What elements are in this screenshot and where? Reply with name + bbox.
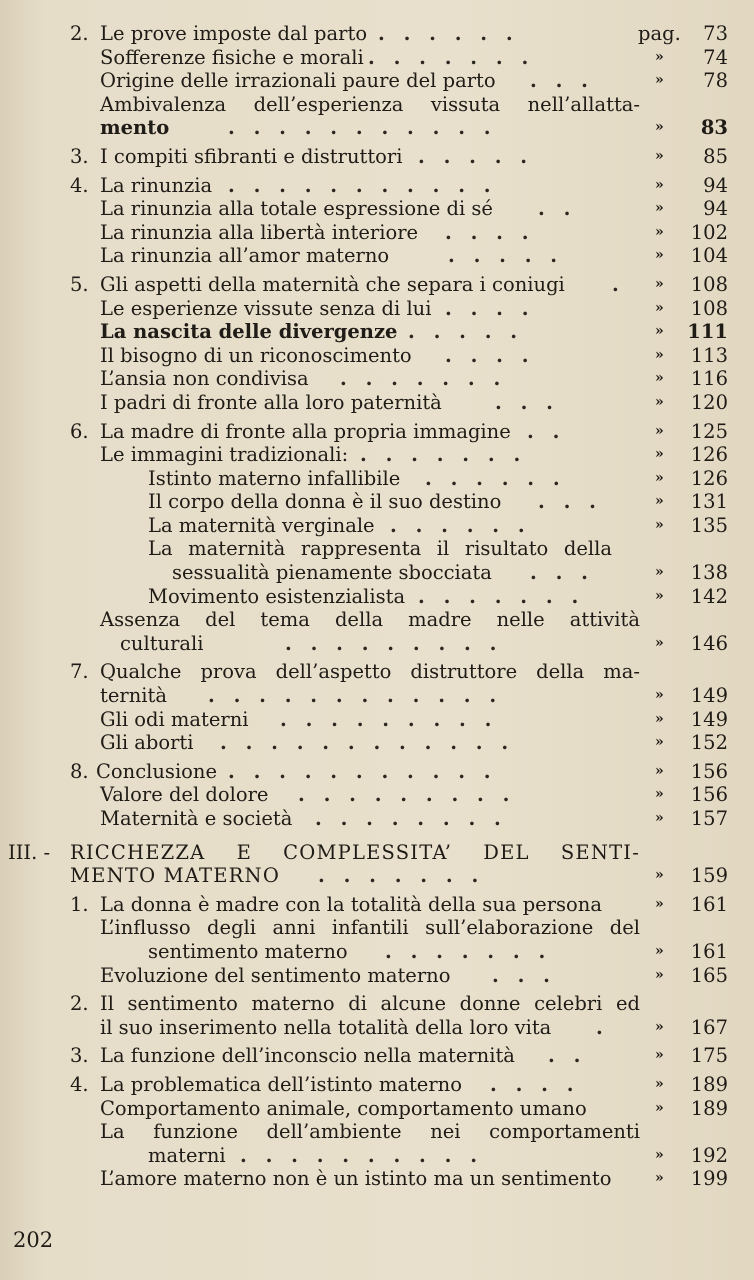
ditto-mark: » [655, 119, 664, 136]
entry-title: Gli aborti [100, 731, 194, 755]
page-ref: 125 [690, 419, 728, 443]
ditto-mark: » [655, 734, 664, 751]
toc-entry [0, 964, 754, 988]
toc-entry [0, 561, 754, 585]
toc-entry [0, 608, 754, 632]
ditto-mark: » [655, 275, 664, 292]
entry-title: La nascita delle divergenze [100, 320, 398, 344]
toc-entry [0, 1144, 754, 1168]
entry-title: Movimento esistenzialista [148, 584, 406, 608]
ditto-mark: » [655, 786, 664, 803]
toc-entry [0, 893, 754, 917]
leader-dots: . . . [530, 561, 588, 585]
entry-title: Il corpo della donna è il suo destino [148, 490, 502, 514]
ditto-mark: » [655, 446, 664, 463]
leader-dots: . . . . . [448, 244, 558, 268]
leader-dots: . . . . . . . . . . . [228, 759, 491, 783]
leader-dots: . . . . . . . [418, 584, 579, 608]
entry-title: L’amore materno non è un istinto ma un sentimento [100, 1167, 612, 1191]
page-ref: 165 [690, 963, 728, 987]
leader-dots: . . . . . . . . . . . [228, 116, 491, 140]
entry-title: Il bisogno di un riconoscimento [100, 343, 412, 367]
page-ref: 135 [690, 513, 728, 537]
ditto-mark: » [655, 299, 664, 316]
toc-entry [0, 514, 754, 538]
toc-entry [0, 490, 754, 514]
page-ref: 104 [690, 244, 728, 268]
ditto-mark: » [655, 147, 664, 164]
toc-entry [0, 916, 754, 940]
leader-dots: . . . . . . [425, 466, 560, 490]
ditto-mark: » [655, 1170, 664, 1187]
entry-title: sessualità pienamente sbocciata [172, 561, 492, 585]
page-ref: 126 [690, 466, 728, 490]
entry-title: sentimento materno [148, 939, 348, 963]
toc-entry [0, 731, 754, 755]
page-ref: 142 [690, 584, 728, 608]
page-ref: 120 [690, 390, 728, 414]
ditto-mark: » [655, 1018, 664, 1035]
toc-entry [0, 660, 754, 684]
page-ref: 108 [690, 296, 728, 320]
toc-entry [0, 244, 754, 268]
entry-title: Istinto materno infallibile [148, 466, 401, 490]
toc-entry [0, 1167, 754, 1191]
page-ref: 78 [703, 69, 728, 93]
leader-dots: . . . . . . . . . . . [228, 173, 491, 197]
entry-number: 1. [70, 892, 89, 916]
page-ref: 108 [690, 272, 728, 296]
toc-entry [0, 1044, 754, 1068]
toc-entry [0, 221, 754, 245]
leader-dots: . . . . . [418, 144, 528, 168]
entry-title: il suo inserimento nella totalità della loro vita [100, 1015, 552, 1039]
leader-dots: . . . . [445, 296, 529, 320]
page-ref: 85 [703, 144, 728, 168]
leader-dots: . . . . . . . [318, 864, 479, 888]
page-number: 202 [13, 1228, 54, 1252]
page-ref: 149 [690, 707, 728, 731]
entry-title: Comportamento animale, comportamento umano [100, 1096, 587, 1120]
leader-dots: . . . [492, 963, 550, 987]
entry-title: La funzione dell’inconscio nella maternità [100, 1044, 515, 1068]
toc-entry [0, 174, 754, 198]
leader-dots: . . . . . . . [368, 45, 529, 69]
page-ref: 138 [690, 561, 728, 585]
page-ref: 152 [690, 731, 728, 755]
ditto-mark: » [655, 966, 664, 983]
entry-title: La problematica dell’istinto materno [100, 1072, 462, 1096]
entry-title: La rinunzia alla totale espressione di sé [100, 197, 493, 221]
leader-dots: . . . . [445, 220, 529, 244]
page-ref: 192 [690, 1143, 728, 1167]
ditto-mark: » [655, 72, 664, 89]
page-ref: 167 [690, 1015, 728, 1039]
entry-title: Il sentimento materno di alcune donne celebri ed [100, 992, 640, 1016]
ditto-mark: » [655, 469, 664, 486]
toc-entry [0, 1073, 754, 1097]
entry-title: La rinunzia all’amor materno [100, 244, 390, 268]
toc-entry [0, 632, 754, 656]
toc-entry [0, 443, 754, 467]
toc-entry [0, 783, 754, 807]
ditto-mark: » [655, 370, 664, 387]
toc-entry [0, 1016, 754, 1040]
ditto-mark: » [655, 422, 664, 439]
entry-title: La funzione dell’ambiente nei comportamenti [100, 1120, 640, 1144]
leader-dots: . . . [530, 69, 588, 93]
toc-entry [0, 467, 754, 491]
page-ref: 74 [703, 45, 728, 69]
ditto-mark: » [655, 710, 664, 727]
toc-entry [0, 1097, 754, 1121]
ditto-mark: » [655, 810, 664, 826]
toc-entry [0, 940, 754, 964]
toc-entry [0, 297, 754, 321]
entry-title: Maternità e società [100, 807, 293, 830]
ditto-mark: » [655, 1146, 664, 1163]
toc-entry [0, 69, 754, 93]
toc-entry [0, 46, 754, 70]
ditto-mark: » [655, 346, 664, 363]
leader-dots: . . . . . . [378, 22, 513, 45]
entry-title: La maternità verginale [148, 513, 375, 537]
entry-number: 8. [70, 759, 89, 783]
page-ref: 161 [690, 892, 728, 916]
leader-dots: . . . . . [408, 320, 518, 344]
entry-title: Sofferenze fisiche e morali [100, 45, 364, 69]
page-ref: 149 [690, 684, 728, 708]
toc-entry [0, 197, 754, 221]
entry-title: MENTO MATERNO [70, 864, 281, 888]
page-ref: 189 [690, 1096, 728, 1120]
page-ref: 131 [690, 490, 728, 514]
ditto-mark: » [655, 1075, 664, 1092]
ditto-mark: » [655, 223, 664, 240]
entry-number: 3. [70, 144, 89, 168]
ditto-mark: » [655, 895, 664, 912]
page-ref: 157 [690, 807, 728, 830]
ditto-mark: » [655, 200, 664, 217]
ditto-mark: » [655, 634, 664, 651]
leader-dots: . . [538, 197, 571, 221]
entry-number: 2. [70, 22, 89, 45]
entry-number: 4. [70, 1072, 89, 1096]
ditto-mark: » [655, 247, 664, 264]
table-of-contents [0, 22, 754, 1191]
toc-entry [0, 420, 754, 444]
leader-dots: . . . . . . . [340, 367, 501, 391]
entry-title: Evoluzione del sentimento materno [100, 963, 451, 987]
leader-dots: . . . . . . . [385, 939, 546, 963]
entry-number: 4. [70, 173, 89, 197]
toc-entry [0, 992, 754, 1016]
entry-number: 7. [70, 660, 89, 684]
leader-dots: . . . . . . . [360, 443, 521, 467]
leader-dots: . . . [495, 390, 553, 414]
entry-title: mento [100, 116, 170, 140]
entry-title: Gli odi materni [100, 707, 249, 731]
page-ref: 83 [700, 116, 728, 140]
toc-entry [0, 537, 754, 561]
entry-title: Valore del dolore [100, 783, 269, 807]
leader-dots: . [612, 272, 619, 296]
page-ref: 94 [703, 173, 728, 197]
page-ref: 126 [690, 443, 728, 467]
page-ref: 116 [690, 367, 728, 391]
toc-entry [0, 367, 754, 391]
page-ref: 175 [690, 1044, 728, 1068]
page-prefix: pag. [638, 22, 681, 45]
toc-entry [0, 22, 754, 46]
page-ref: 102 [690, 220, 728, 244]
toc-entry [0, 273, 754, 297]
page-ref: 156 [690, 783, 728, 807]
ditto-mark: » [655, 1047, 664, 1064]
ditto-mark: » [655, 942, 664, 959]
toc-entry [0, 1120, 754, 1144]
toc-entry [0, 585, 754, 609]
leader-dots: . . . . . . . . [315, 807, 501, 830]
entry-title: Le esperienze vissute senza di lui [100, 296, 432, 320]
leader-dots: . . . . . . [390, 513, 525, 537]
ditto-mark: » [655, 587, 664, 604]
leader-dots: . . . . . . . . . [298, 783, 510, 807]
entry-number: 2. [70, 992, 89, 1016]
entry-title: ternità [100, 684, 167, 708]
entry-title: Assenza del tema della madre nelle attività [100, 608, 640, 632]
entry-title: Ambivalenza dell’esperienza vissuta nell’allatta- [100, 92, 640, 116]
entry-title: I compiti sfibranti e distruttori [100, 144, 403, 168]
leader-dots: . . . . . . . . . . . . [220, 731, 509, 755]
entry-title: La donna è madre con la totalità della sua persona [100, 892, 602, 916]
entry-title: L’influsso degli anni infantili sull’elaborazione del [100, 916, 640, 940]
entry-title: Le prove imposte dal parto [100, 22, 368, 45]
page-ref: 111 [687, 320, 728, 344]
ditto-mark: » [655, 687, 664, 704]
entry-title: L’ansia non condivisa [100, 367, 309, 391]
toc-entry [0, 116, 754, 140]
entry-number: III. - [8, 840, 51, 864]
toc-entry [0, 841, 754, 865]
leader-dots: . . . . . . . . . . [240, 1143, 477, 1167]
entry-title: Le immagini tradizionali: [100, 443, 349, 467]
leader-dots: . . . . [490, 1072, 574, 1096]
toc-entry [0, 760, 754, 784]
leader-dots: . . [527, 419, 560, 443]
entry-title: Conclusione [96, 759, 218, 783]
entry-number: 3. [70, 1044, 89, 1068]
leader-dots: . . . . [445, 343, 529, 367]
toc-entry [0, 93, 754, 117]
ditto-mark: » [655, 493, 664, 510]
ditto-mark: » [655, 176, 664, 193]
entry-title: Qualche prova dell’aspetto distruttore della ma- [100, 660, 640, 684]
ditto-mark: » [655, 1099, 664, 1116]
ditto-mark: » [655, 564, 664, 581]
page-ref: 113 [690, 343, 728, 367]
toc-entry [0, 864, 754, 888]
entry-title: La madre di fronte alla propria immagine [100, 419, 511, 443]
entry-title: La rinunzia [100, 173, 213, 197]
leader-dots: . . . . . . . . . [285, 631, 497, 655]
entry-title: Origine delle irrazionali paure del parto [100, 69, 496, 93]
page-ref: 159 [690, 864, 728, 888]
entry-title: La rinunzia alla libertà interiore [100, 220, 419, 244]
entry-number: 6. [70, 419, 89, 443]
page-ref: 73 [703, 22, 728, 45]
toc-entry [0, 708, 754, 732]
page-ref: 146 [690, 631, 728, 655]
ditto-mark: » [655, 48, 664, 65]
leader-dots: . . [548, 1044, 581, 1068]
leader-dots: . . . [538, 490, 596, 514]
entry-title: culturali [120, 631, 204, 655]
entry-title: materni [148, 1143, 226, 1167]
toc-entry [0, 807, 754, 831]
page-ref: 156 [690, 759, 728, 783]
page-ref: 161 [690, 939, 728, 963]
toc-entry [0, 145, 754, 169]
entry-number: 5. [70, 272, 89, 296]
ditto-mark: » [655, 762, 664, 779]
toc-entry [0, 684, 754, 708]
page-ref: 94 [703, 197, 728, 221]
ditto-mark: » [655, 516, 664, 533]
ditto-mark: » [655, 867, 664, 884]
leader-dots: . . . . . . . . . [280, 707, 492, 731]
entry-title: Gli aspetti della maternità che separa i coniugi [100, 272, 565, 296]
entry-title: La maternità rappresenta il risultato della [148, 537, 612, 561]
leader-dots: . [596, 1015, 603, 1039]
toc-entry [0, 320, 754, 344]
page-ref: 199 [690, 1167, 728, 1191]
toc-entry [0, 344, 754, 368]
page-ref: 189 [690, 1072, 728, 1096]
ditto-mark: » [655, 323, 664, 340]
entry-title: RICCHEZZA E COMPLESSITA’ DEL SENTI- [70, 840, 640, 864]
toc-entry [0, 391, 754, 415]
leader-dots: . . . . . . . . . . . . [208, 684, 497, 708]
entry-title: I padri di fronte alla loro paternità [100, 390, 442, 414]
ditto-mark: » [655, 393, 664, 410]
